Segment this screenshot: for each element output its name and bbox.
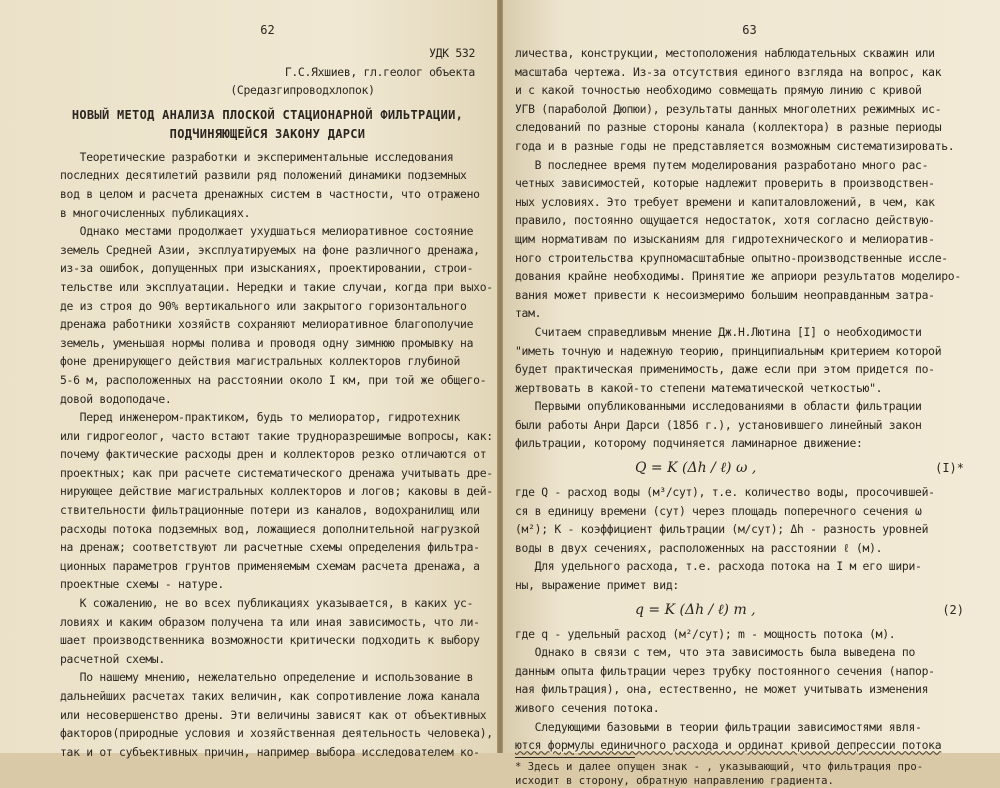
text-line: факторов(природные условия и хозяйственная деятельность человека), [60, 726, 493, 741]
text-line: где Q - расход воды (м³/сут), т.е. количество воды, просочившей- [515, 485, 935, 500]
page-number-right: 63 [742, 23, 757, 37]
text-line: ного строительства крупномасштабные опытно-производственные иссле- [515, 250, 948, 265]
title-line: ПОДЧИНЯЮЩЕЙСЯ ЗАКОНУ ДАРСИ [169, 126, 366, 141]
right-body-text-a [515, 44, 984, 453]
text-line: Первыми опубликованными исследованиями в области фильтрации [515, 399, 922, 414]
text-line: или несовершенство дрены. Эти величины зависят как от объективных [60, 707, 487, 722]
text-line: К сожалению, не во всех публикациях указывается, в каких ус- [60, 596, 474, 611]
text-line: земель, уменьшая нормы полива и проводя одну зимнюю промывку на [60, 335, 474, 350]
text-line: были работы Анри Дарси (1856 г.), установившего линейный закон [515, 417, 922, 432]
text-line: нирующее действие магистральных коллекторов и логов; каковы в дей- [60, 484, 493, 499]
text-line: де из строя до 90% вертикального или закрытого горизонтального [60, 298, 467, 313]
right-body-text-c [515, 625, 984, 755]
text-line: вания может привести к несоизмеримо большим неоправданным затра- [515, 287, 935, 302]
text-line: Перед инженером-практиком, будь то мелиоратор, гидротехник [60, 410, 461, 425]
text-line: В последнее время путем моделирования разработано много рас- [515, 157, 929, 172]
text-line: воды в двух сечениях, расположенных на расстоянии ℓ (м). [515, 540, 883, 555]
text-line: УГВ (параболой Дюпюи), результаты данных многолетних режимных ис- [515, 101, 942, 116]
text-line: года и в разные годы не представляется возможным систематизировать. [515, 138, 955, 153]
text-line: Теоретические разработки и экспериментальные исследования [60, 149, 454, 164]
page-number-left: 62 [260, 23, 275, 37]
text-line: дования крайне необходимы. Принятие же априори результатов моделиро- [515, 269, 961, 284]
text-line: почему фактические расходы дрен и коллекторов резко отличаются от [60, 447, 487, 462]
text-line: из-за ошибок, допущенных при изысканиях, проектировании, строи- [60, 261, 474, 276]
text-line: Для удельного расхода, т.е. расхода потока на I м его шири- [515, 559, 922, 574]
text-line: фильтрации, которому подчиняется ламинарное движение: [515, 436, 863, 451]
formula-expression: Q = K (Δh / ℓ) ω , [635, 460, 757, 477]
text-line: так и от субъективных причин, например выбора исследователем ко- [60, 744, 480, 759]
article-title [60, 106, 475, 144]
text-line: расходы потока подземных вод, ложащиеся дополнительной нагрузкой [60, 521, 480, 536]
text-line: Следующими базовыми в теории фильтрации зависимостями явля- [515, 719, 922, 734]
text-line: "иметь точную и надежную теорию, принципиальным критерием которой [515, 343, 942, 358]
text-line: фоне дренирующего действия магистральных коллекторов глубиной [60, 354, 461, 369]
text-line: там. [515, 306, 542, 321]
text-line: Однако в связи с тем, что эта зависимость была выведена по [515, 645, 916, 660]
text-line: ются формулы единичного расхода и ординат кривой депрессии потока [515, 738, 942, 753]
footnote-line: * Здесь и далее опущен знак - , указывающий, что фильтрация про- [515, 760, 924, 773]
text-line: Считаем справедливым мнение Дж.Н.Лютина [I] о необходимости [515, 324, 922, 339]
text-line: личества, конструкции, местоположения наблюдательных скважин или [515, 46, 935, 60]
text-line: вод в целом и расчета дренажных систем в частности, что отражено [60, 186, 480, 201]
text-line: 5-6 м, расположенных на расстоянии около I км, при той же общего- [60, 372, 487, 387]
text-line: ционных параметров грунтов применяемым схемам расчета дренажа, а [60, 558, 480, 573]
text-line: ловиях и каким образом получена та или иная зависимость, что ли- [60, 614, 480, 629]
text-line: Однако местами продолжает ухудшаться мелиоративное состояние [60, 224, 474, 239]
text-line: дальнейших расчетах таких величин, как сопротивление ложа канала [60, 689, 480, 703]
formula-number: (I)* [935, 461, 964, 476]
text-line: земель Средней Азии, эксплуатируемых на фоне различного дренажа, [60, 242, 480, 257]
darcy-formula [515, 453, 984, 483]
text-line: на дренаж; соответствуют ли расчетные схемы определения фильтра- [60, 540, 480, 555]
text-line: ны, выражение примет вид: [515, 578, 679, 593]
text-line: По нашему мнению, нежелательно определение и использование в [60, 670, 474, 685]
text-line: (м²); K - коэффициент фильтрации (м/сут); Δh - разность уровней [515, 522, 929, 537]
formula-expression: q = K (Δh / ℓ) m , [635, 601, 756, 618]
text-line: данным опыта фильтрации через трубку постоянного сечения (напор- [515, 663, 935, 678]
specific-discharge-formula [515, 595, 984, 625]
left-page [0, 0, 497, 759]
right-page [503, 0, 1000, 787]
text-line: расчетной схемы. [60, 651, 165, 666]
footnote-line: исходит в сторону, обратную направлению градиента. [515, 774, 834, 787]
text-line: ствительности фильтрационные потери из каналов, водохранилищ или [60, 503, 480, 518]
text-line: где q - удельный расход (м²/сут); m - мощность потока (м). [515, 626, 896, 641]
right-body-text-b [515, 483, 984, 595]
text-line: проектных; как при расчете систематического дренажа учитывать дре- [60, 465, 493, 480]
text-line: тельстве или эксплуатации. Нередки и такие случаи, когда при выхо- [60, 279, 493, 294]
text-line: следований по разные стороны канала (коллектора) в разные периоды [515, 120, 942, 135]
text-line: правило, постоянно ощущается недостаток, хотя согласно действую- [515, 213, 935, 228]
organization-line: (Средазгипроводхлопок) [230, 83, 375, 98]
text-line: масштаба чертежа. Из-за отсутствия единого взгляда на вопрос, как [515, 64, 942, 79]
text-line: ная фильтрация), она, естественно, не может учитывать изменения [515, 682, 929, 697]
text-line: будет практическая применимость, даже если при этом придется по- [515, 362, 935, 377]
text-line: последних десятилетий развили ряд положений динамики подземных [60, 168, 467, 183]
formula-number: (2) [942, 602, 964, 617]
text-line: шает производственника возможности критически подходить к выбору [60, 633, 480, 648]
text-line: довой водоподаче. [60, 391, 172, 406]
text-line: жертвовать в какой-то степени математической четкостью". [515, 380, 883, 395]
text-line: проектные схемы - натуре. [60, 577, 224, 592]
title-line: НОВЫЙ МЕТОД АНАЛИЗА ПЛОСКОЙ СТАЦИОНАРНОЙ ФИЛЬТРАЦИИ, [71, 107, 464, 122]
footnote-divider [515, 757, 635, 758]
left-body-text [60, 148, 493, 762]
text-line: и с какой точностью необходимо совмещать прямую линию с кривой [515, 83, 922, 98]
text-line: четных зависимостей, которые надлежит проверить в производствен- [515, 176, 935, 191]
text-line: щим нормативам по изысканиям для гидротехнического и мелиоратив- [515, 231, 935, 246]
text-line: дренажа работники хозяйств сохраняют мелиоративное благополучие [60, 317, 474, 332]
text-line: или гидрогеолог, часто встают такие труднорaзрешимые вопросы, как: [60, 428, 493, 443]
author-line: Г.С.Яхшиев, гл.геолог объекта [284, 64, 475, 79]
text-line: ных условиях. Это требует времени и капиталовложений, в чем, как [515, 194, 935, 209]
text-line: живого сечения потока. [515, 701, 660, 715]
udc-code: УДК 532 [429, 46, 475, 60]
text-line: в многочисленных публикациях. [60, 205, 251, 220]
text-line: ся в единицу времени (сут) через площадь поперечного сечения ω [515, 503, 922, 518]
